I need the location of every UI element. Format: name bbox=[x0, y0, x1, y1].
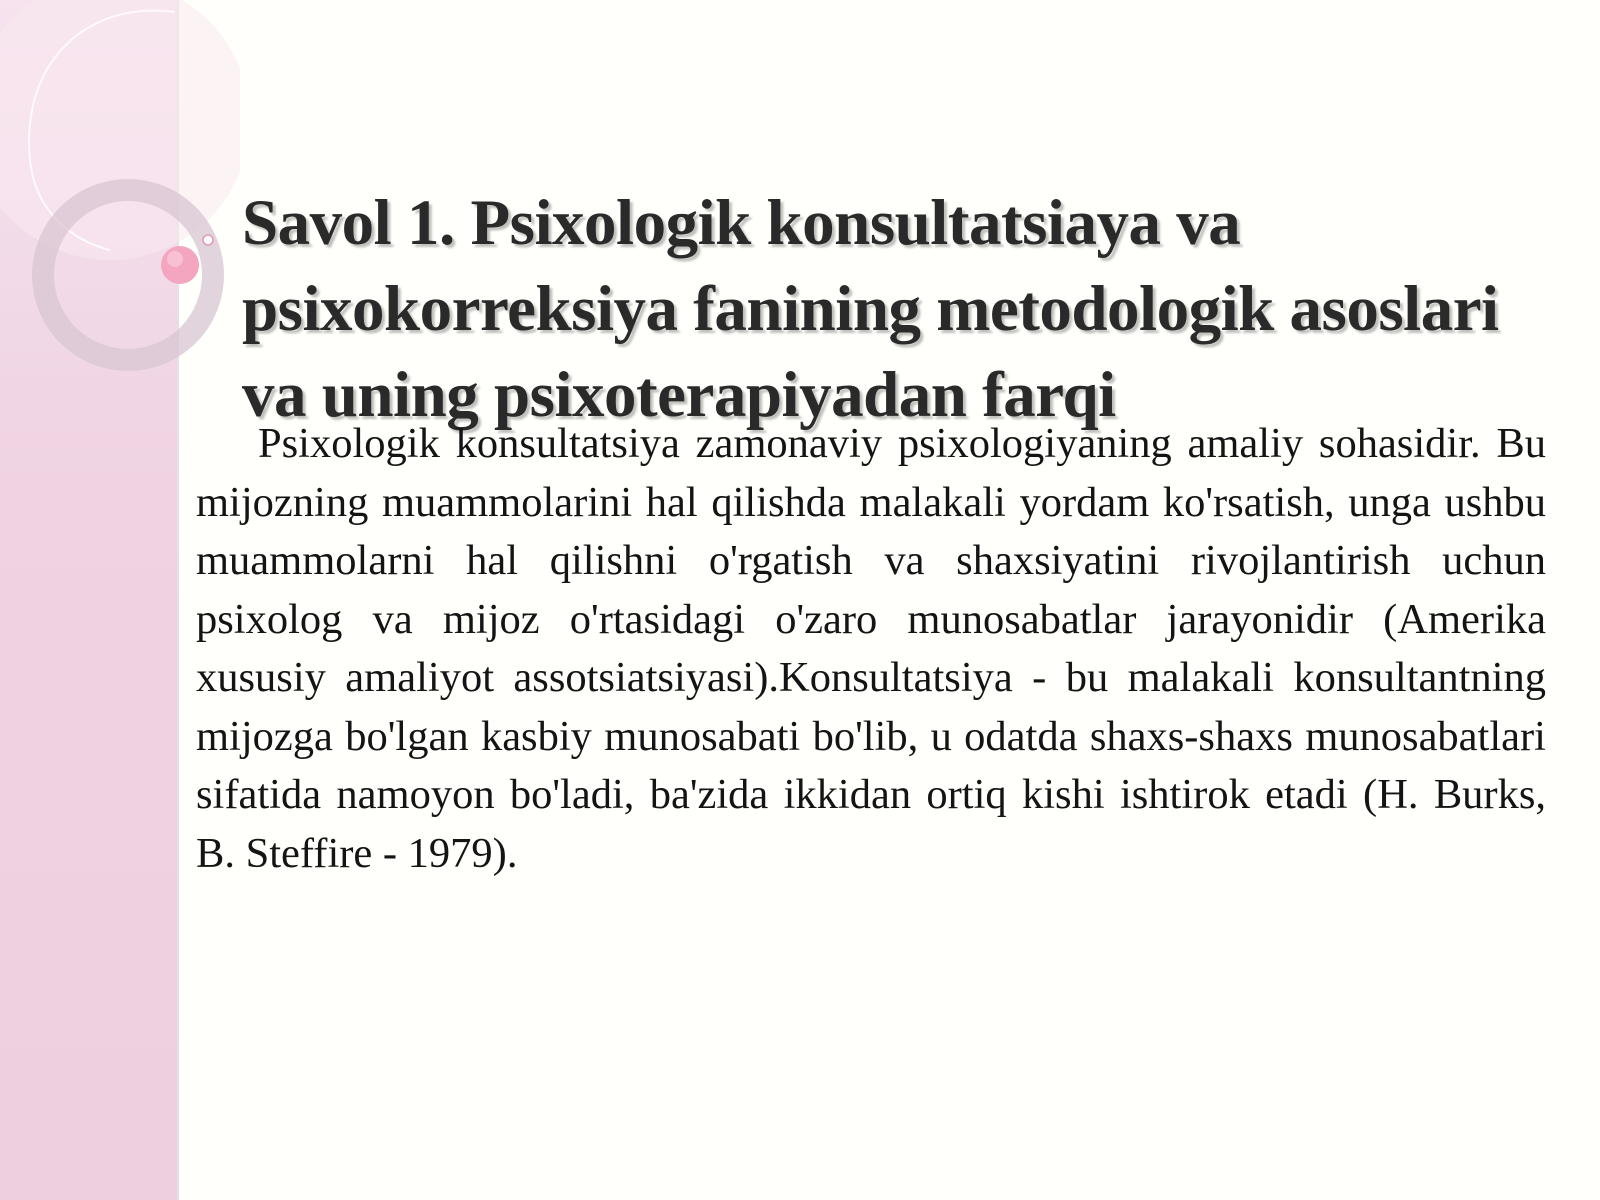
slide-title: Savol 1. Psixologik konsultatsiaya va psixokorreksiya fanining metodologik asoslari va uning psixoterapiyadan farqi bbox=[242, 187, 1499, 431]
slide-body-paragraph: Psixologik konsultatsiya zamonaviy psixologiyaning amaliy sohasidir. Bu mijozning muammolarini hal qilishda malakali yordam ko'rsatish, unga ushbu muammolarni hal qilishni o'rgatish va shaxsiyatini rivojlantirish uchun psixolog va mijoz o'rtasidagi o'zaro munosabatlar jarayonidir (Amerika xususiy amaliyot assotsiatsiyasi).Konsultatsiya - bu malakali konsultantning mijozga bo'lgan kasbiy munosabati bo'lib, u odatda shaxs-shaxs munosabatlari sifatida namoyon bo'ladi, ba'zida ikkidan ortiq kishi ishtirok etadi (H. Burks, B. Steffire - 1979). bbox=[196, 420, 1546, 877]
bullet-circle-icon bbox=[203, 235, 213, 245]
pink-dot-highlight bbox=[167, 251, 183, 267]
decorative-circles-graphic bbox=[0, 0, 240, 420]
